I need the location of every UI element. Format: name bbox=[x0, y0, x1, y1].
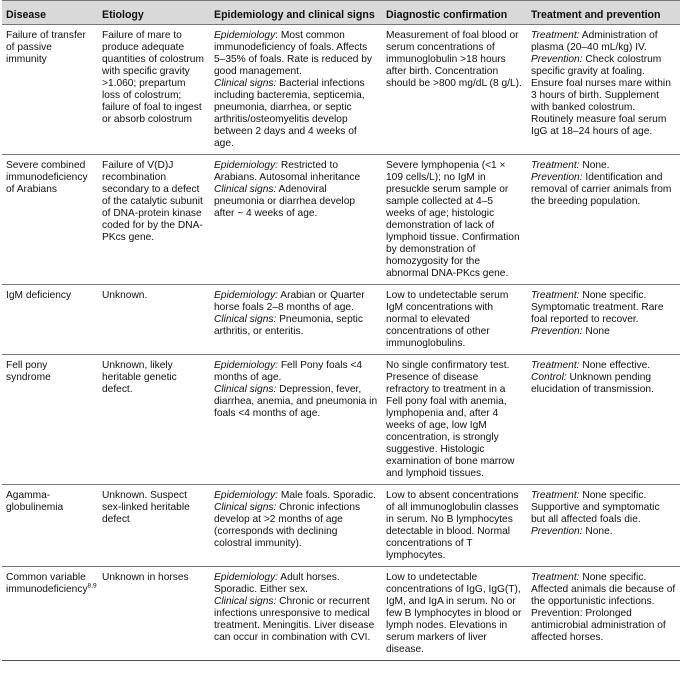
treat-cell bbox=[527, 155, 680, 285]
clin-text: Chronic infections develop at >2 months of age (corresponds with declining colostral immunity). bbox=[214, 502, 361, 549]
disease-cell: Severe combined immunodeficiency of Arabians bbox=[2, 155, 98, 285]
epi-label: Epidemiology: bbox=[214, 490, 278, 501]
prevention-text: None bbox=[582, 326, 610, 337]
disease-cell bbox=[2, 567, 98, 661]
epi-text: Adult horses. Sporadic. Either sex. bbox=[214, 572, 340, 595]
etiology-cell: Unknown. bbox=[98, 285, 210, 355]
epi-cell bbox=[210, 567, 382, 661]
prevention-text: Prolonged antimicrobial administration of affected horses. bbox=[531, 608, 666, 643]
clin-label: Clinical signs: bbox=[214, 384, 277, 395]
epi-text: Arabian or Quarter horse foals 2–8 months of age. bbox=[214, 290, 365, 313]
treatment-label: Treatment: bbox=[531, 490, 580, 501]
treatment-label: Treatment: bbox=[531, 290, 580, 301]
treat-cell bbox=[527, 25, 680, 155]
epi-label: Epidemiology: bbox=[214, 360, 278, 371]
treatment-label: Treatment: bbox=[531, 160, 580, 171]
epi-text: : Most common immunodeficiency of foals. Affects 5–35% of foals. Rate is reduced by good management. bbox=[214, 30, 373, 77]
etiology-cell: Unknown in horses bbox=[98, 567, 210, 661]
treatment-label: Treatment: bbox=[531, 572, 580, 583]
epi-cell bbox=[210, 355, 382, 485]
clin-label: Clinical signs: bbox=[214, 184, 277, 195]
prevention-label: Prevention: bbox=[531, 608, 583, 619]
etiology-cell: Failure of V(D)J recombination secondary to a defect of the catalytic subunit of DNA-protein kinase coded for by the DNA-PKcs gene. bbox=[98, 155, 210, 285]
prevention-text: Identification and removal of carrier animals from the breeding population. bbox=[531, 172, 672, 207]
table-row bbox=[2, 355, 680, 485]
disease-cell: Fell pony syndrome bbox=[2, 355, 98, 485]
epi-cell bbox=[210, 25, 382, 155]
prevention-label: Prevention: bbox=[531, 172, 583, 183]
diag-cell: Low to absent concentrations of all immunoglobulin classes in serum. No B lymphocytes detectable in blood. Normal concentrations of T lymphocytes. bbox=[382, 485, 527, 567]
epi-cell bbox=[210, 155, 382, 285]
epi-text: Fell Pony foals <4 months of age. bbox=[214, 360, 363, 383]
immunodeficiency-table bbox=[2, 0, 680, 661]
prevention-label: Prevention: bbox=[531, 526, 583, 537]
control-label: Control: bbox=[531, 372, 567, 383]
header-diagnostic: Diagnostic confirmation bbox=[382, 1, 527, 25]
epi-label: Epidemiology: bbox=[214, 290, 278, 301]
treat-cell bbox=[527, 355, 680, 485]
control-text: Unknown pending elucidation of transmission. bbox=[531, 372, 654, 395]
etiology-cell: Failure of mare to produce adequate quantities of colostrum with specific gravity >1.060; prepartum loss of colostrum; failure of foal to ingest or absorb colostrum bbox=[98, 25, 210, 155]
prevention-text: None. bbox=[582, 526, 613, 537]
treatment-text: None specific. Symptomatic treatment. Rare foal reported to recover. bbox=[531, 290, 664, 325]
disease-cell: IgM deficiency bbox=[2, 285, 98, 355]
treatment-text: None. bbox=[579, 160, 610, 171]
epi-cell bbox=[210, 285, 382, 355]
reference-superscript: 8,9 bbox=[87, 582, 97, 590]
diag-cell: No single confirmatory test. Presence of disease refractory to treatment in a Fell pony foal with anemia, lymphopenia and, after 4 weeks of age, low IgM concentration, is strongly suggestive. Histologic examination of bone marrow and lymphoid tissues. bbox=[382, 355, 527, 485]
treatment-label: Treatment: bbox=[531, 360, 580, 371]
treatment-text: None specific. Affected animals die because of the opportunistic infections. bbox=[531, 572, 676, 607]
treatment-text: None specific. Supportive and symptomatic but all affected foals die. bbox=[531, 490, 660, 525]
treatment-label: Treatment: bbox=[531, 30, 580, 41]
clin-label: Clinical signs: bbox=[214, 314, 277, 325]
clin-label: Clinical signs: bbox=[214, 78, 277, 89]
header-epidemiology: Epidemiology and clinical signs bbox=[210, 1, 382, 25]
header-treatment: Treatment and prevention bbox=[527, 1, 680, 25]
epi-cell bbox=[210, 485, 382, 567]
clin-text: Adenoviral pneumonia or diarrhea develop after ~ 4 weeks of age. bbox=[214, 184, 356, 219]
diag-cell: Measurement of foal blood or serum concentrations of immunoglobulin >18 hours after birth. Concentration should be >800 mg/dL (8 g/L). bbox=[382, 25, 527, 155]
clin-label: Clinical signs: bbox=[214, 502, 277, 513]
diag-cell: Low to undetectable concentrations of IgG, IgG(T), IgM, and IgA in serum. No or few B lymphocytes in blood or lymph nodes. Elevations in serum markers of liver disease. bbox=[382, 567, 527, 661]
clin-text: Chronic or recurrent infections unresponsive to medical treatment. Meningitis. Liver disease can occur in combination with CVI. bbox=[214, 596, 375, 643]
etiology-cell: Unknown, likely heritable genetic defect. bbox=[98, 355, 210, 485]
header-row bbox=[2, 1, 680, 25]
header-disease: Disease bbox=[2, 1, 98, 25]
table-row bbox=[2, 567, 680, 661]
header-etiology: Etiology bbox=[98, 1, 210, 25]
table-row bbox=[2, 285, 680, 355]
diag-cell: Low to undetectable serum IgM concentrations with normal to elevated concentrations of other immunoglobulins. bbox=[382, 285, 527, 355]
epi-label: Epidemiology: bbox=[214, 160, 278, 171]
disease-cell: Agamma-globulinemia bbox=[2, 485, 98, 567]
prevention-label: Prevention: bbox=[531, 326, 583, 337]
treat-cell bbox=[527, 285, 680, 355]
etiology-cell: Unknown. Suspect sex-linked heritable defect bbox=[98, 485, 210, 567]
disease-text: Common variable immunodeficiency bbox=[6, 572, 88, 595]
table-row bbox=[2, 155, 680, 285]
diag-cell: Severe lymphopenia (<1 × 109 cells/L); no IgM in presuckle serum sample or sample collected at 4–5 weeks of age; histologic demonstration of lack of lymphoid tissue. Confirmation by demonstration of homozygosity for the abnormal DNA-PKcs gene. bbox=[382, 155, 527, 285]
disease-cell: Failure of transfer of passive immunity bbox=[2, 25, 98, 155]
epi-label: Epidemiology bbox=[214, 30, 276, 41]
epi-text: Restricted to Arabians. Autosomal inheritance bbox=[214, 160, 361, 183]
table-row bbox=[2, 25, 680, 155]
treatment-text: Administration of plasma (20–40 mL/kg) IV. bbox=[531, 30, 658, 53]
epi-text: Male foals. Sporadic. bbox=[278, 490, 376, 501]
clin-label: Clinical signs: bbox=[214, 596, 277, 607]
prevention-label: Prevention: bbox=[531, 54, 583, 65]
epi-label: Epidemiology: bbox=[214, 572, 278, 583]
clin-text: Bacterial infections including bacteremia, septicemia, pneumonia, diarrhea, or septic arthritis/osteomyelitis develop between 2 days and 4 weeks of age. bbox=[214, 78, 365, 149]
prevention-text: Check colostrum specific gravity at foaling. Ensure foal nurses mare within 3 hours of birth. Supplement with banked colostrum. Routinely measure foal serum IgG at 18–24 hours of age. bbox=[531, 54, 671, 137]
treat-cell bbox=[527, 567, 680, 661]
clin-text: Pneumonia, septic arthritis, or enteritis. bbox=[214, 314, 363, 337]
table-row bbox=[2, 485, 680, 567]
clin-text: Depression, fever, diarrhea, anemia, and pneumonia in foals <4 months of age. bbox=[214, 384, 378, 419]
treat-cell bbox=[527, 485, 680, 567]
treatment-text: None effective. bbox=[579, 360, 651, 371]
